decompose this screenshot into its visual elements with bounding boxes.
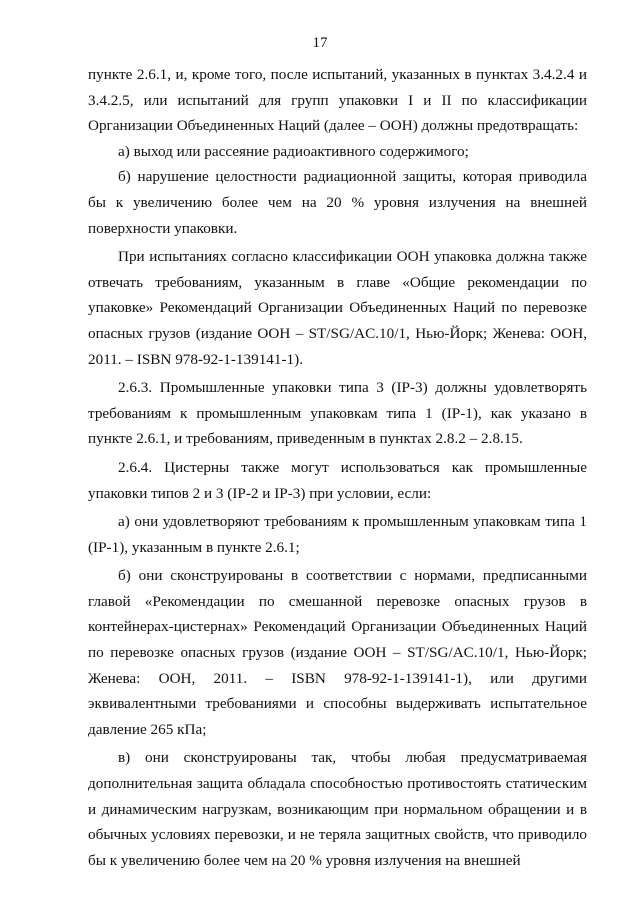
paragraph-tank-item-a: а) они удовлетворяют требованиям к промышленным упаковкам типа 1 (IP-1), указанным в пункте 2.6.1; <box>88 513 587 556</box>
paragraph-2-6-3: 2.6.3. Промышленные упаковки типа 3 (IP-3) должны удовлетворять требованиям к промышленным упаковкам типа 1 (IP-1), как указано в пункте 2.6.1, и требованиям, приведенным в пунктах 2.8.2 – 2.8.15. <box>88 379 587 448</box>
page-number: 17 <box>312 35 328 51</box>
paragraph-item-b: б) нарушение целостности радиационной защиты, которая приводила бы к увеличению более чем на 20 % уровня излучения на внешней поверхности упаковки. <box>88 168 587 237</box>
paragraph-2-6-4: 2.6.4. Цистерны также могут использоваться как промышленные упаковки типов 2 и 3 (IP-2 и IP-3) при условии, если: <box>88 458 587 502</box>
paragraph-continuation: пункте 2.6.1, и, кроме того, после испытаний, указанных в пунктах 3.4.2.4 и 3.4.2.5, или испытаний для групп упаковки I и II по классификации Организации Объединенных Наций (далее – ООН) должны предотвращать: <box>88 66 587 135</box>
paragraph-tank-item-b: б) они сконструированы в соответствии с нормами, предписанными главой «Рекомендации по смешанной перевозке опасных грузов в контейнерах-цистернах» Рекомендаций Организации Объединенных Наций по перевозке опасных грузов (издание ООН – ST/SG/AC.10/1, Нью-Йорк; Женева: ООН, 2011. – ISBN 978-92-1-139141-1), или другими эквивалентными требованиями и способны выдерживать испытательное давление 265 кПа; <box>88 567 587 738</box>
paragraph-tank-item-v: в) они сконструированы так, чтобы любая предусматриваемая дополнительная защита обладала способностью противостоять статическим и динамическим нагрузкам, возникающим при нормальном обращении и в обычных условиях перевозки, и не теряла защитных свойств, что приводило бы к увеличению более чем на 20 % уровня излучения на внешней <box>88 749 587 869</box>
paragraph-item-a: а) выход или рассеяние радиоактивного содержимого; <box>118 142 469 160</box>
paragraph-un-classification: При испытаниях согласно классификации ООН упаковка должна также отвечать требованиям, указанным в главе «Общие рекомендации по упаковке» Рекомендаций Организации Объединенных Наций по перевозке опасных грузов (издание ООН – ST/SG/AC.10/1, Нью-Йорк; Женева: ООН, 2011. – ISBN 978-92-1-139141-1). <box>88 248 587 368</box>
body-text <box>88 62 587 873</box>
